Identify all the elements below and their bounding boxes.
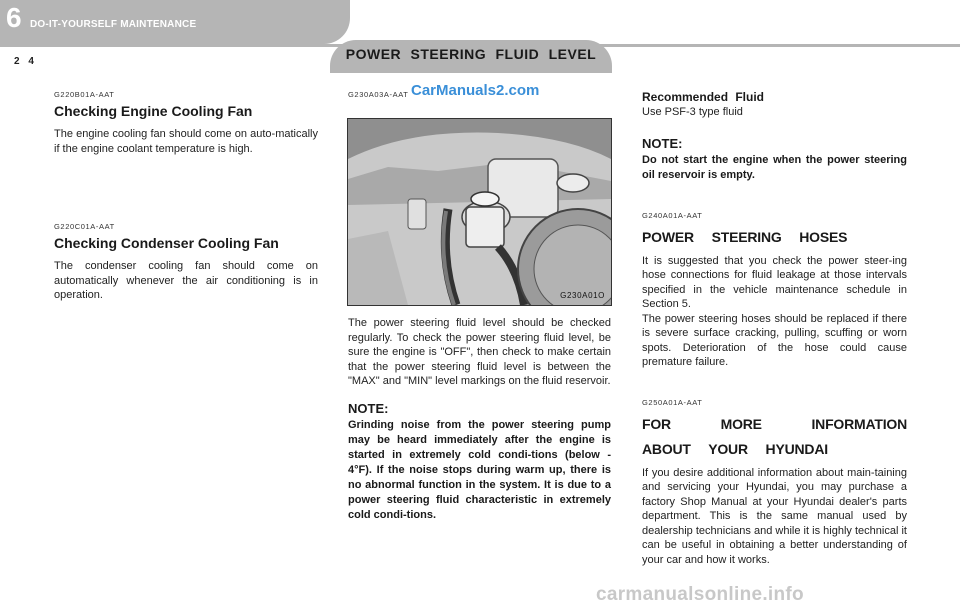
image-code: G230A01O: [560, 291, 605, 300]
chapter-title: DO-IT-YOURSELF MAINTENANCE: [30, 19, 197, 30]
engine-fan-section: [54, 90, 318, 156]
engine-bay-photo: [347, 118, 612, 306]
chapter-number: 6: [6, 2, 22, 33]
section-tab: [330, 40, 612, 73]
section-body: The engine cooling fan should come on auto-matically if the engine coolant temperature is high.: [54, 128, 318, 155]
recommended-text: Use PSF-3 type fluid: [642, 106, 743, 118]
info-heading: FOR MORE INFORMATION ABOUT YOUR HYUNDAI: [642, 415, 907, 457]
fluid-level-body: The power steering fluid level should be checked regularly. To check the power steering fluid level, be sure the engine is "OFF", then check to make certain that the power steering fluid level is between the "MAX" and "MIN" level markings on the fluid reservoir.: [348, 317, 611, 387]
info-code: G250A01A-AAT: [642, 397, 703, 407]
watermark-link[interactable]: CarManuals2.com: [411, 82, 540, 99]
note-label: NOTE:: [642, 135, 683, 151]
hoses-body: It is suggested that you check the power steer-ing hose connections for fluid leakage at those intervals specified in the vehicle maintenance schedule in Section 5.: [642, 254, 907, 310]
section-code: G220B01A-AAT: [54, 90, 115, 99]
middle-section-code: G230A03A-AAT: [348, 90, 409, 99]
hoses-code: G240A01A-AAT: [642, 210, 703, 220]
section-code: G220C01A-AAT: [54, 222, 115, 231]
info-body: If you desire additional information about main-taining and servicing your Hyundai, you may purchase a factory Shop Manual at your Hyundai dealer's parts department. This is the same manual used by dealership technicians and while it is highly technical it can be useful in obtaining a better understanding of your car and how it works.: [642, 466, 907, 566]
note-text: Do not start the engine when the power steering oil reservoir is empty.: [642, 153, 907, 181]
section-heading: Checking Condenser Cooling Fan: [54, 235, 279, 251]
recommended-heading: Recommended Fluid: [642, 90, 765, 104]
right-column: [642, 90, 907, 567]
note-label: NOTE:: [348, 400, 389, 416]
footer-watermark: carmanualsonline.info: [596, 584, 804, 605]
middle-column: [348, 308, 611, 523]
chapter-tab: [0, 0, 350, 44]
hoses-heading: POWER STEERING HOSES: [642, 228, 848, 245]
note-text: Grinding noise from the power steering pump may be heard immediately after the engine is started in extremely cold condi-tions (below - 4°F). If the noise stops during warm up, there is no abnormal function in the system. It is due to a power steering fluid characteristic in extremely cold condi-tions.: [348, 418, 611, 521]
section-title: POWER STEERING FLUID LEVEL: [345, 46, 597, 62]
section-heading: Checking Engine Cooling Fan: [54, 103, 253, 119]
engine-bay-illustration: [348, 119, 611, 305]
hoses-body-continued: The power steering hoses should be replaced if there is severe surface cracking, pulling, scuffing or worn spots. Deterioration of the hose could cause premature failure.: [642, 312, 907, 368]
page-number: 2 4: [14, 56, 37, 67]
condenser-fan-section: [54, 222, 318, 303]
left-column: [54, 90, 318, 303]
section-body: The condenser cooling fan should come on automatically whenever the air conditioning is in operation.: [54, 260, 318, 301]
